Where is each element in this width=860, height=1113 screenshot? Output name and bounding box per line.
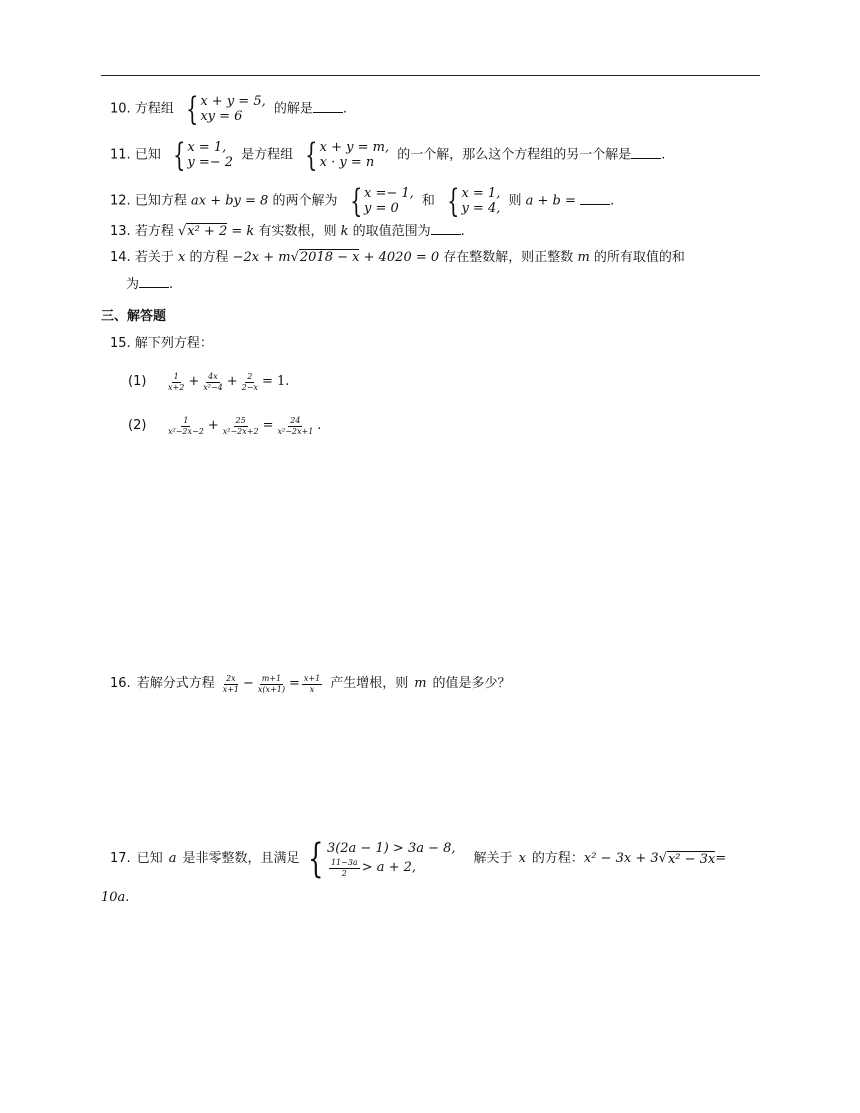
- question-11: 11. 已知 { x = 1, y =− 2 是方程组 { x + y = m, x · y = n 的一个解，那么这个方程组的另一个解是 .: [110, 136, 666, 174]
- answer-blank[interactable]: [631, 147, 661, 159]
- fraction: $\frac{1}{x+2}$: [168, 371, 185, 392]
- question-16: 16. 若解分式方程 $\frac{2x}{x+1}$ − $\frac{m+1}{x(x+1)}$ = $\frac{x+1}{x}$ 产生增根，则 m 的值是多少？: [110, 673, 511, 694]
- answer-blank[interactable]: [431, 223, 461, 235]
- fraction: $\frac{4x}{\text{x²−4}}$: [203, 371, 223, 392]
- question-14: 14. 若关于 x 的方程 −2x + m√2018 − x + 4020 = 0 存在整数解，则正整数 m 的所有取值的和: [110, 250, 685, 265]
- sqrt-sign: √: [658, 851, 667, 866]
- fraction: $\frac{2}{2-x}$: [241, 371, 258, 392]
- brace-icon: {: [447, 182, 460, 220]
- question-17-line2: 10a.: [101, 890, 130, 905]
- fraction: $\frac{x+1}{x}$: [303, 673, 321, 694]
- answer-blank[interactable]: [139, 276, 169, 288]
- fraction: $\frac{m+1}{x(x+1)}$: [257, 673, 285, 694]
- sqrt-sign: √: [290, 250, 299, 265]
- brace-icon: {: [305, 136, 318, 174]
- equation-system: { x =− 1, y = 0: [349, 182, 414, 220]
- question-12: 12. 已知方程 ax + by = 8 的两个解为 { x =− 1, y = 0 和 { x = 1, y = 4, 则 a + b = .: [110, 182, 615, 220]
- question-17: 17. 已知 a 是非零整数，且满足 { 3(2a − 1) > 3a − 8, $\frac{11-3a}{2}$ > a + 2, 解关于 x 的方程： x² − 3x + 3 √ x² − 3x =: [110, 836, 727, 882]
- section-heading: 三、解答题: [101, 309, 167, 324]
- question-13: 13. 若方程 √x² + 2 = k 有实数根，则 k 的取值范围为 .: [110, 224, 465, 239]
- brace-icon: {: [349, 182, 362, 220]
- question-15-part-1: (1) $\frac{1}{x+2}$ + $\frac{4x}{\text{x²−4}}$ + $\frac{2}{2-x}$ = 1.: [128, 371, 290, 392]
- question-15: 15. 解下列方程：: [110, 336, 213, 351]
- question-10: 10. 方程组 { x + y = 5, xy = 6 的解是 .: [110, 90, 348, 128]
- answer-blank[interactable]: [313, 101, 343, 113]
- inequality-system: { 3(2a − 1) > 3a − 8, $\frac{11-3a}{2}$ > a + 2,: [308, 836, 456, 882]
- fraction: $\frac{11-3a}{2}$: [330, 857, 358, 878]
- brace-icon: {: [173, 136, 186, 174]
- brace-icon: {: [186, 90, 199, 128]
- header-rule: [101, 75, 760, 76]
- fraction: $\frac{25}{\text{x²−2x+2}}$: [222, 415, 259, 436]
- fraction: $\frac{1}{\text{x²−2x−2}}$: [168, 415, 204, 436]
- equation-system: { x + y = 5, xy = 6: [186, 90, 266, 128]
- brace-icon: {: [308, 836, 324, 882]
- answer-blank[interactable]: [580, 193, 610, 205]
- question-15-part-2: (2) $\frac{1}{\text{x²−2x−2}}$ + $\frac{25}{\text{x²−2x+2}}$ = $\frac{24}{\text{x²−2x+1}}$ .: [128, 415, 322, 436]
- equation-system: { x + y = m, x · y = n: [305, 136, 390, 174]
- question-14-line2: 为 .: [126, 277, 174, 292]
- sqrt-sign: √: [177, 224, 187, 239]
- equation-system: { x = 1, y =− 2: [173, 136, 234, 174]
- fraction: $\frac{24}{\text{x²−2x+1}}$: [277, 415, 314, 436]
- fraction: $\frac{2x}{x+1}$: [222, 673, 240, 694]
- equation-system: { x = 1, y = 4,: [447, 182, 501, 220]
